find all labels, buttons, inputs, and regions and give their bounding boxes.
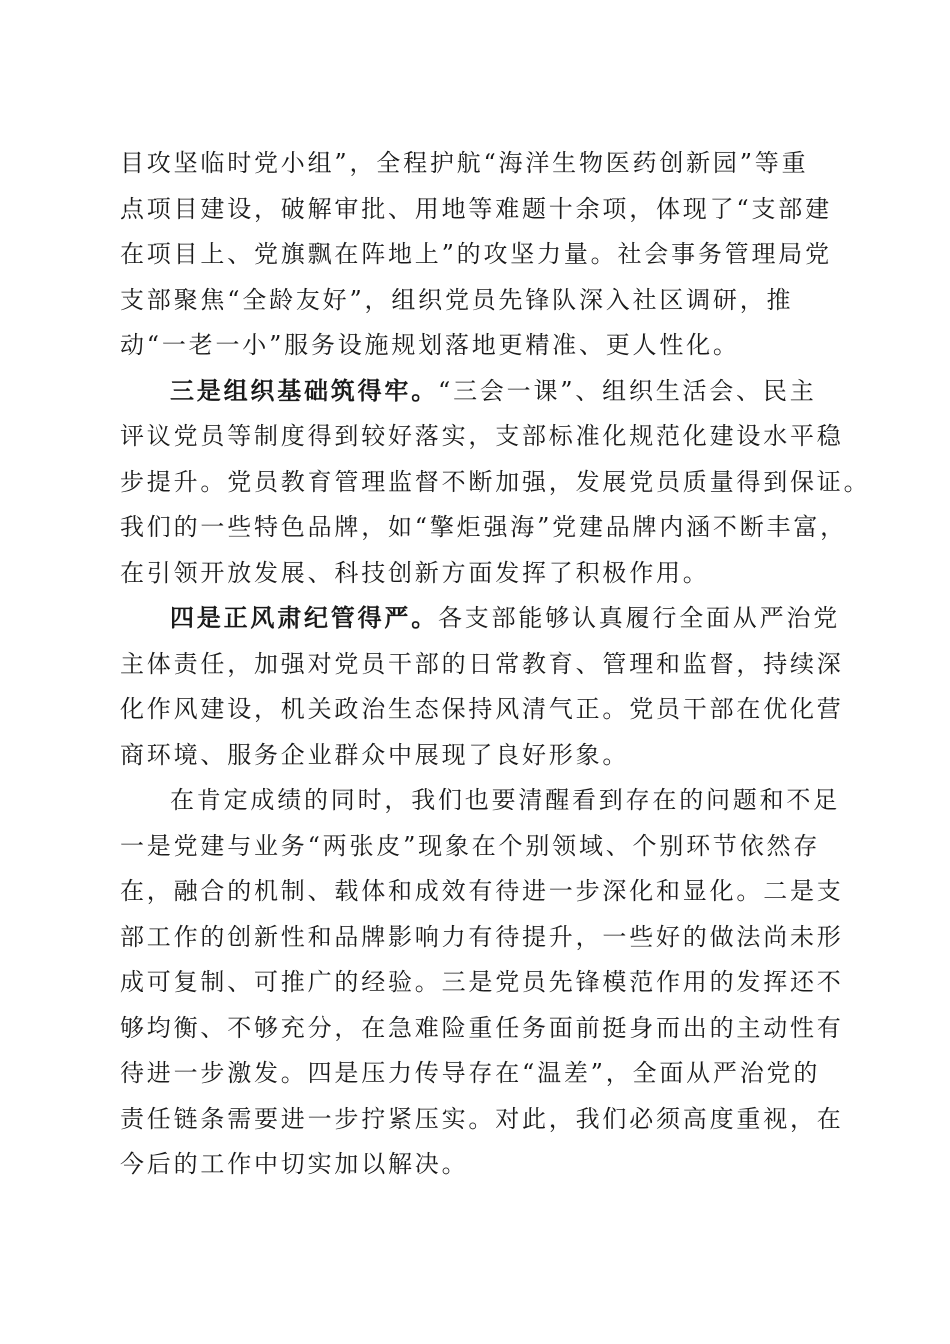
line-text: 主体责任，加强对党员干部的日常教育、管理和监督，持续深 (120, 649, 844, 678)
section-heading-line (120, 595, 840, 641)
text-line (120, 277, 832, 323)
line-text: 一是党建与业务“两张皮”现象在个别领域、个别环节依然存 (120, 831, 821, 860)
line-text: 商环境、服务企业群众中展现了良好形象。 (120, 740, 630, 769)
text-line (120, 914, 844, 960)
line-text: 目攻坚临时党小组”，全程护航“海洋生物医药创新园”等重 (120, 149, 809, 177)
line-text: 化作风建设，机关政治生态保持风清气正。党员干部在优化营 (120, 695, 844, 723)
text-line (120, 1050, 832, 1096)
text-line (120, 686, 844, 732)
line-text: 在项目上、党旗飘在阵地上”的攻坚力量。社会事务管理局党 (120, 240, 832, 268)
line-text: 步提升。党员教育管理监督不断加强，发展党员质量得到保证。 (120, 467, 871, 496)
text-line (120, 823, 832, 869)
line-text: 各支部能够认真履行全面从严治党 (438, 604, 840, 632)
text-line (120, 413, 844, 459)
section-heading-line (120, 368, 832, 414)
line-text: 在引领开放发展、科技创新方面发挥了积极作用。 (120, 558, 710, 587)
line-text: 动“一老一小”服务设施规划落地更精准、更人性化。 (120, 331, 740, 359)
line-text: 评议党员等制度得到较好落实，支部标准化规范化建设水平稳 (120, 422, 844, 450)
line-text: 待进一步激发。四是压力传导存在“温差”，全面从严治党的 (120, 1059, 821, 1087)
text-line (120, 1005, 844, 1051)
line-text: 今后的工作中切实加以解决。 (120, 1150, 469, 1178)
line-text: 在肯定成绩的同时，我们也要清醒看到存在的问题和不足 (170, 786, 840, 814)
line-text: 责任链条需要进一步拧紧压实。对此，我们必须高度重视，在 (120, 1104, 844, 1133)
text-line (120, 732, 832, 778)
text-line (120, 140, 832, 186)
line-text: 够均衡、不够充分，在急难险重任务面前挺身而出的主动性有 (120, 1013, 844, 1042)
text-line (120, 550, 832, 596)
line-text: 我们的一些特色品牌，如“擎炬强海”党建品牌内涵不断丰富， (120, 513, 847, 541)
text-line (120, 1141, 832, 1187)
line-text: 部工作的创新性和品牌影响力有待提升，一些好的做法尚未形 (120, 922, 844, 951)
text-line (120, 459, 871, 505)
line-text: “三会一课”、组织生活会、民主 (438, 376, 817, 405)
line-text: 点项目建设，破解审批、用地等难题十余项，体现了“支部建 (120, 194, 832, 223)
text-line (120, 186, 832, 232)
text-line (120, 322, 832, 368)
line-text: 成可复制、可推广的经验。三是党员先锋模范作用的发挥还不 (120, 968, 844, 996)
section-heading: 三是组织基础筑得牢。 (170, 375, 438, 405)
text-line (120, 959, 844, 1005)
text-line (120, 231, 832, 277)
paragraph-first-line (120, 777, 840, 823)
text-line (120, 1096, 844, 1142)
section-heading: 四是正风肃纪管得严。 (170, 603, 438, 632)
text-line (120, 641, 844, 687)
body-text (120, 140, 871, 1187)
text-line (120, 504, 847, 550)
line-text: 支部聚焦“全龄友好”，组织党员先锋队深入社区调研，推 (120, 285, 794, 314)
text-line (120, 868, 844, 914)
line-text: 在，融合的机制、载体和成效有待进一步深化和显化。二是支 (120, 877, 844, 905)
